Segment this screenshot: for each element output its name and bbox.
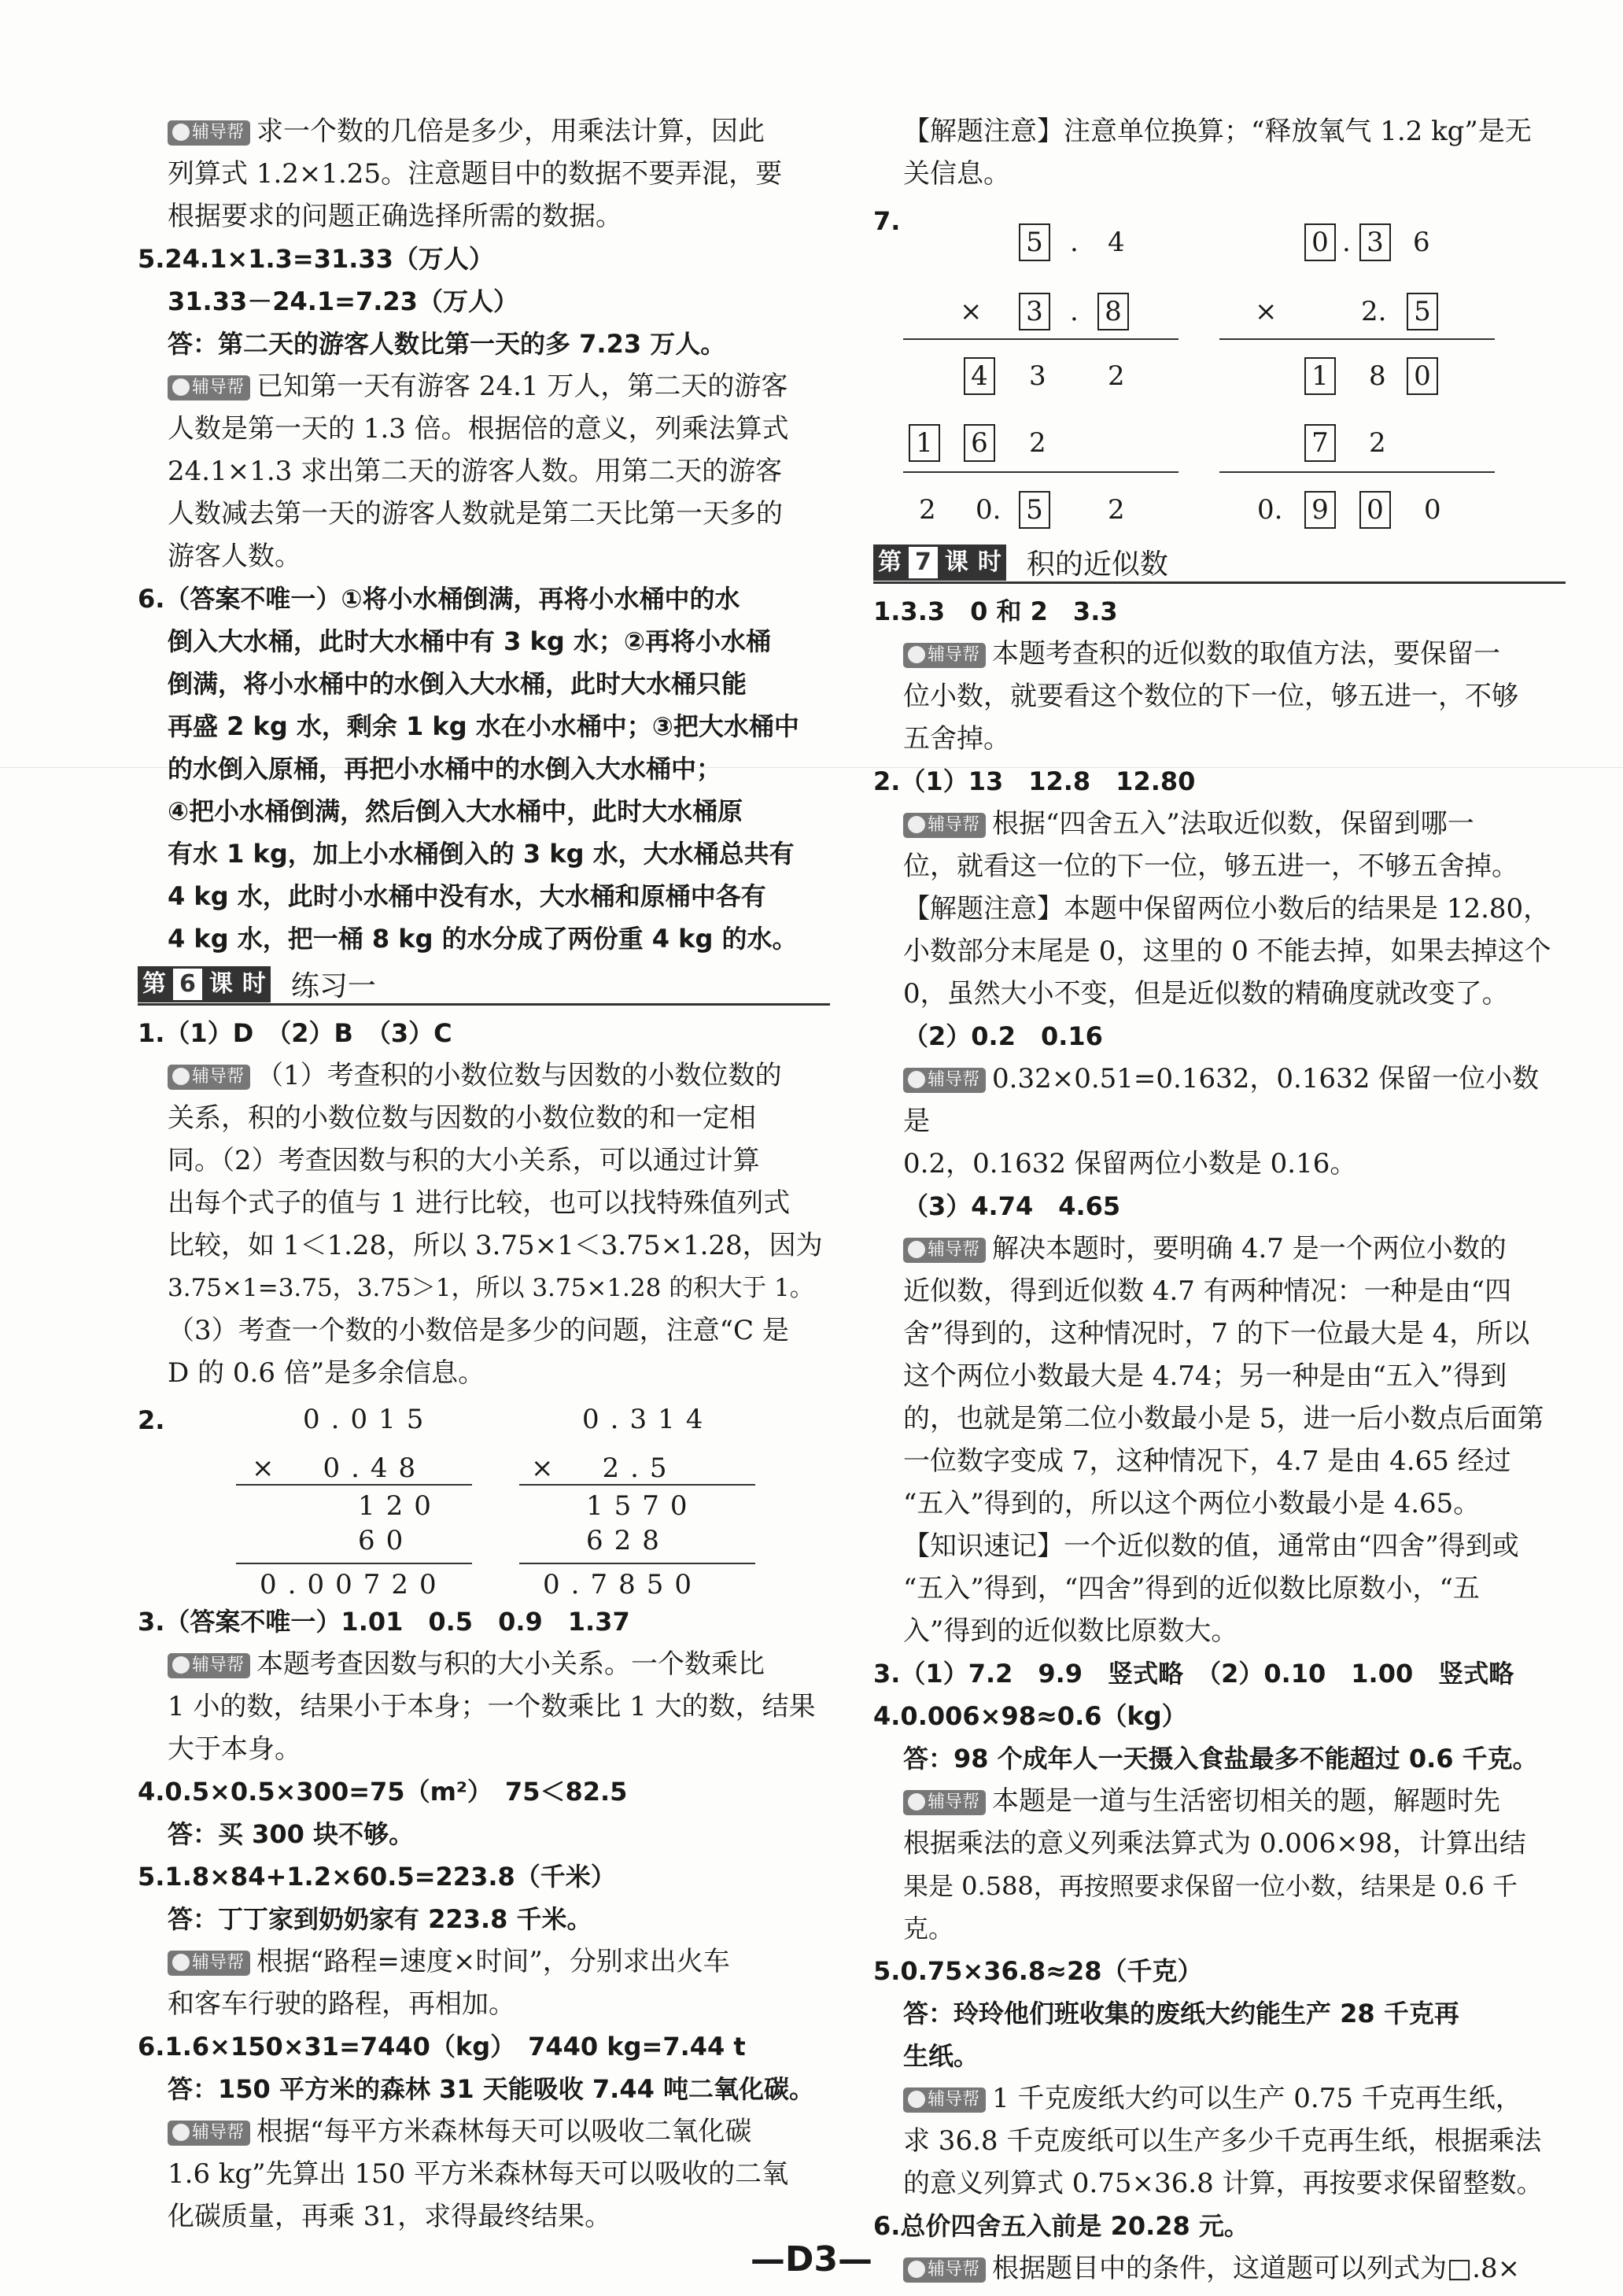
answer-line: 答：丁丁家到奶奶家有 223.8 千米。 <box>168 1904 592 1934</box>
lesson-title: 积的近似数 <box>1026 548 1168 581</box>
calc-rule <box>236 1484 472 1486</box>
answer-5: 5.24.1×1.3=31.33（万人） <box>138 244 494 274</box>
text-line: 出每个式子的值与 1 进行比较，也可以找特殊值列式 <box>168 1187 791 1219</box>
help-line: 辅导帮 根据题目中的条件，这道题可以列式为□.8× <box>873 2247 1566 2290</box>
help-line: 辅导帮 根据“每平方米森林每天可以吸收二氧化碳 <box>138 2110 830 2153</box>
help-icon <box>908 1071 925 1088</box>
right-column <box>873 110 1566 2290</box>
calc-digit: 2 <box>1108 360 1125 392</box>
answer-box: 8 <box>1097 293 1129 330</box>
vertical-calc-7 <box>873 200 1566 538</box>
text-line: 五舍掉。 <box>903 723 1010 755</box>
text-line: 根据要求的问题正确选择所需的数据。 <box>168 201 622 232</box>
help-badge: 辅导帮 <box>168 1951 250 1976</box>
answer-line: （3）4.74 4.65 <box>903 1191 1121 1221</box>
calc-digit: 2 <box>919 494 936 526</box>
answer-6: 6.总价四舍五入前是 20.28 元。 <box>873 2211 1249 2241</box>
answer-box: 5 <box>1407 293 1438 330</box>
text-line: 和客车行驶的路程，再相加。 <box>168 1988 515 2020</box>
text-line: 比较，如 1＜1.28，所以 3.75×1＜3.75×1.28，因为 <box>168 1230 823 1261</box>
lesson-char: 时 <box>238 966 271 1002</box>
answer-line: 的水倒入原桶，再把小水桶中的水倒入大水桶中； <box>168 754 722 784</box>
help-icon <box>908 646 925 663</box>
text-line: 列算式 1.2×1.25。注意题目中的数据不要弄混，要 <box>168 158 783 190</box>
answer-line: （2）0.2 0.16 <box>903 1021 1103 1051</box>
help-badge: 辅导帮 <box>168 2121 250 2146</box>
left-column <box>138 110 830 2238</box>
answer-line: 31.33－24.1=7.23（万人） <box>168 286 518 316</box>
note-line: 关信息。 <box>903 158 1010 190</box>
help-line: 辅导帮 1 千克废纸大约可以生产 0.75 千克再生纸， <box>873 2077 1566 2120</box>
answer-box: 0 <box>1359 491 1391 529</box>
help-badge: 辅导帮 <box>903 643 986 668</box>
answer-line: 有水 1 kg，加上小水桶倒入的 3 kg 水，大水桶总共有 <box>168 839 795 869</box>
text-line: 关系，积的小数位数与因数的小数位数的和一定相 <box>168 1102 756 1134</box>
calc-rule <box>519 1563 755 1564</box>
lesson-6-header <box>138 965 830 1006</box>
note-line: 【解题注意】注意单位换算；“释放氧气 1.2 kg”是无 <box>903 116 1532 147</box>
calc-line: 0.015 <box>303 1404 435 1435</box>
answer-5b: 5.1.8×84+1.2×60.5=223.8（千米） <box>138 1862 616 1892</box>
answer-6: 6.（答案不唯一）①将小水桶倒满，再将小水桶中的水 <box>138 584 740 614</box>
help-icon <box>172 378 190 396</box>
text-line: 舍”得到的，这种情况时，7 的下一位最大是 4，所以 <box>903 1318 1530 1349</box>
calc-digit: 2 <box>1029 427 1046 459</box>
lesson-char: 课 <box>205 966 238 1002</box>
help-line: 辅导帮 （1）考查积的小数位数与因数的小数位数的 <box>138 1054 830 1097</box>
text-line: （3）考查一个数的小数倍是多少的问题，注意“C 是 <box>168 1315 789 1346</box>
help-badge: 辅导帮 <box>903 813 986 838</box>
calc-line: × 0.48 <box>252 1453 427 1484</box>
help-icon <box>908 816 925 833</box>
question-number: 2. <box>138 1405 165 1435</box>
answer-box: 7 <box>1304 424 1336 462</box>
answer-4: 4.0.006×98≈0.6（kg） <box>873 1701 1187 1731</box>
question-number: 7. <box>873 206 901 236</box>
text-line: 果是 0.588，再按照要求保留一位小数，结果是 0.6 千克。 <box>903 1871 1518 1943</box>
text-line: 同。（2）考查因数与积的大小关系，可以通过计算 <box>168 1145 760 1176</box>
answer-box: 9 <box>1304 491 1336 529</box>
lesson-char: 第 <box>873 544 906 581</box>
answer-3: 3.（答案不唯一）1.01 0.5 0.9 1.37 <box>138 1607 630 1637</box>
answer-box: 1 <box>1304 357 1336 395</box>
answer-box: 4 <box>964 357 995 395</box>
calc-rule <box>903 471 1179 473</box>
calc-line: × 2.5 <box>531 1453 678 1484</box>
lesson-char: 第 <box>138 966 171 1002</box>
calc-line: 60 <box>358 1525 415 1556</box>
answer-box: 0 <box>1304 223 1336 261</box>
text-line: 位小数，就要看这个数位的下一位，够五进一，不够 <box>903 681 1518 712</box>
help-badge: 辅导帮 <box>903 1238 986 1263</box>
answer-box: 3 <box>1019 293 1050 330</box>
calc-digit: 2 <box>1108 494 1125 526</box>
help-line: 辅导帮 解决本题时，要明确 4.7 是一个两位小数的 <box>873 1227 1566 1270</box>
help-icon <box>172 1068 190 1085</box>
note-line: 0，虽然大小不变，但是近似数的精确度就改变了。 <box>903 978 1509 1010</box>
answer-1: 1.（1）D （2）B （3）C <box>138 1018 452 1048</box>
help-line: 辅导帮 本题考查积的近似数的取值方法，要保留一 <box>873 633 1566 675</box>
answer-box: 5 <box>1019 491 1050 529</box>
answer-line: 倒满，将小水桶中的水倒入大水桶，此时大水桶只能 <box>168 669 747 699</box>
text-line: 一位数字变成 7，这种情况下，4.7 是由 4.65 经过 <box>903 1445 1511 1477</box>
help-badge: 辅导帮 <box>168 120 250 146</box>
text-line: 这个两位小数最大是 4.74；另一种是由“五入”得到 <box>903 1360 1507 1392</box>
help-badge: 辅导帮 <box>903 2257 986 2283</box>
calc-digit: 2. <box>1361 296 1387 327</box>
help-badge: 辅导帮 <box>903 1790 986 1815</box>
answer-box: 1 <box>909 424 940 462</box>
page-number: —D3— <box>750 2239 873 2279</box>
help-icon <box>908 1241 925 1258</box>
help-line: 辅导帮 本题考查因数与积的大小关系。一个数乘比 <box>138 1643 830 1685</box>
help-badge: 辅导帮 <box>168 375 250 401</box>
text-line: “五入”得到的，所以这个两位小数最小是 4.65。 <box>903 1488 1481 1519</box>
answer-line: 答：第二天的游客人数比第一天的多 7.23 万人。 <box>168 329 726 359</box>
calc-rule <box>519 1484 755 1486</box>
answer-line: 4 kg 水，把一桶 8 kg 的水分成了两份重 4 kg 的水。 <box>168 924 798 954</box>
answer-2: 2.（1）13 12.8 12.80 <box>873 766 1196 796</box>
answer-line: 答：150 平方米的森林 31 天能吸收 7.44 吨二氧化碳。 <box>168 2074 814 2104</box>
calc-digit: . <box>1070 296 1079 327</box>
calc-line: 0.7850 <box>543 1569 703 1600</box>
calc-digit: 3 <box>1029 360 1046 392</box>
help-line: 辅导帮 根据“四舍五入”法取近似数，保留到哪一 <box>873 803 1566 845</box>
calc-digit: 4 <box>1108 227 1125 258</box>
answer-3: 3.（1）7.2 9.9 竖式略 （2）0.10 1.00 竖式略 <box>873 1659 1514 1689</box>
calc-digit: 2 <box>1369 427 1386 459</box>
help-icon <box>172 1954 190 1971</box>
calc-rule <box>236 1563 472 1564</box>
calc-digit: × <box>960 296 983 327</box>
text-line: 人数是第一天的 1.3 倍。根据倍的意义，列乘法算式 <box>168 413 789 445</box>
calc-digit: 6 <box>1413 227 1430 258</box>
lesson-char: 时 <box>973 544 1006 581</box>
help-icon <box>172 1656 190 1674</box>
text-line: 0.2，0.1632 保留两位小数是 0.16。 <box>903 1148 1357 1179</box>
text-line: 位，就看这一位的下一位，够五进一，不够五舍掉。 <box>903 851 1518 882</box>
help-line: 辅导帮 根据“路程=速度×时间”，分别求出火车 <box>138 1940 830 1983</box>
calc-line: 628 <box>586 1525 670 1556</box>
answer-box: 0 <box>1407 357 1438 395</box>
note-line: 【解题注意】本题中保留两位小数后的结果是 12.80， <box>903 893 1551 925</box>
calc-rule <box>1219 471 1495 473</box>
calc-digit: 8 <box>1369 360 1386 392</box>
text-line: 的，也就是第二位小数最小是 5，进一后小数点后面第 <box>903 1403 1544 1434</box>
answer-line: 答：98 个成年人一天摄入食盐最多不能超过 0.6 千克。 <box>903 1744 1538 1774</box>
help-line: 辅导帮 求一个数的几倍是多少，用乘法计算，因此 <box>138 110 830 153</box>
calc-digit: 0. <box>1257 494 1283 526</box>
calc-rule <box>903 338 1179 340</box>
calc-digit: . <box>1070 227 1079 258</box>
text-line: 游客人数。 <box>168 541 301 572</box>
lesson-title: 练习一 <box>290 970 376 1002</box>
answer-5: 5.0.75×36.8≈28（千克） <box>873 1956 1203 1986</box>
text-line: 近似数，得到近似数 4.7 有两种情况：一种是由“四 <box>903 1275 1512 1307</box>
text-line: 1.6 kg”先算出 150 平方米森林每天可以吸收的二氧 <box>168 2158 789 2190</box>
help-line: 辅导帮 0.32×0.51=0.1632，0.1632 保留一位小数是 <box>903 1063 1540 1137</box>
text-line: 24.1×1.3 求出第二天的游客人数。用第二天的游客 <box>168 456 783 487</box>
text-line: 根据乘法的意义列乘法算式为 0.006×98，计算出结 <box>903 1828 1526 1859</box>
answer-1: 1.3.3 0 和 2 3.3 <box>873 596 1118 626</box>
answer-6b: 6.1.6×150×31=7440（kg） 7440 kg=7.44 t <box>138 2032 746 2062</box>
text-line: 3.75×1=3.75，3.75＞1，所以 3.75×1.28 的积大于 1。 <box>168 1274 814 1302</box>
text-line: 1 小的数，结果小于本身；一个数乘比 1 大的数，结果 <box>168 1691 816 1722</box>
note-line: “五入”得到，“四舍”得到的近似数比原数小，“五 <box>903 1573 1480 1604</box>
answer-line: 答：玲玲他们班收集的废纸大约能生产 28 千克再 <box>903 1999 1459 2028</box>
vertical-calc-2 <box>138 1399 830 1600</box>
lesson-number: 6 <box>171 966 205 1002</box>
help-icon <box>908 1793 925 1811</box>
answer-line: 再盛 2 kg 水，剩余 1 kg 水在小水桶中；③把大水桶中 <box>168 711 799 741</box>
help-icon <box>172 2124 190 2141</box>
calc-digit: . <box>1342 227 1351 258</box>
text-line: 大于本身。 <box>168 1733 301 1765</box>
help-badge: 辅导帮 <box>168 1065 250 1090</box>
answer-line: 答：买 300 块不够。 <box>168 1819 415 1849</box>
help-badge: 辅导帮 <box>903 2087 986 2113</box>
help-line: 辅导帮 本题是一道与生活密切相关的题，解题时先 <box>873 1780 1566 1822</box>
lesson-tag <box>138 966 271 1002</box>
answer-line: 倒入大水桶，此时大水桶中有 3 kg 水；②再将小水桶 <box>168 626 771 656</box>
text-line: 化碳质量，再乘 31，求得最终结果。 <box>168 2201 612 2232</box>
answer-box: 5 <box>1019 223 1050 261</box>
calc-line: 0.314 <box>582 1404 714 1435</box>
lesson-tag <box>873 544 1006 581</box>
note-line: 小数部分末尾是 0，这里的 0 不能去掉，如果去掉这个 <box>903 936 1551 967</box>
text-line: 人数减去第一天的游客人数就是第二天比第一天多的 <box>168 498 783 530</box>
help-line: 辅导帮 已知第一天有游客 24.1 万人，第二天的游客 <box>138 365 830 408</box>
answer-box: 3 <box>1359 223 1391 261</box>
calc-digit: 0 <box>1424 494 1441 526</box>
calc-line: 1570 <box>586 1490 699 1522</box>
lesson-7-header <box>873 543 1566 584</box>
text-line: 求 36.8 千克废纸可以生产多少千克再生纸，根据乘法 <box>903 2125 1542 2157</box>
answer-line: 4 kg 水，此时小水桶中没有水，大水桶和原桶中各有 <box>168 881 766 911</box>
answer-4: 4.0.5×0.5×300=75（m²） 75＜82.5 <box>138 1777 628 1807</box>
note-line: 入”得到的近似数比原数大。 <box>903 1615 1238 1647</box>
help-badge: 辅导帮 <box>903 1068 986 1093</box>
calc-digit: 0. <box>976 494 1001 526</box>
calc-digit: × <box>1255 296 1278 327</box>
lesson-char: 课 <box>940 544 973 581</box>
answer-box: 6 <box>964 424 995 462</box>
help-icon <box>908 2091 925 2108</box>
answer-line: ④把小水桶倒满，然后倒入大水桶中，此时大水桶原 <box>168 796 743 826</box>
answer-line: 生纸。 <box>903 2041 979 2071</box>
calc-line: 120 <box>358 1490 442 1522</box>
text-line: 的意义列算式 0.75×36.8 计算，再按要求保留整数。 <box>903 2168 1544 2199</box>
calc-rule <box>1219 338 1495 340</box>
lesson-number: 7 <box>906 544 940 581</box>
calc-line: 0.00720 <box>260 1569 448 1600</box>
help-icon <box>172 124 190 141</box>
text-line: D 的 0.6 倍”是多余信息。 <box>168 1357 485 1389</box>
help-badge: 辅导帮 <box>168 1653 250 1678</box>
note-line: 【知识速记】一个近似数的值，通常由“四舍”得到或 <box>903 1530 1519 1562</box>
